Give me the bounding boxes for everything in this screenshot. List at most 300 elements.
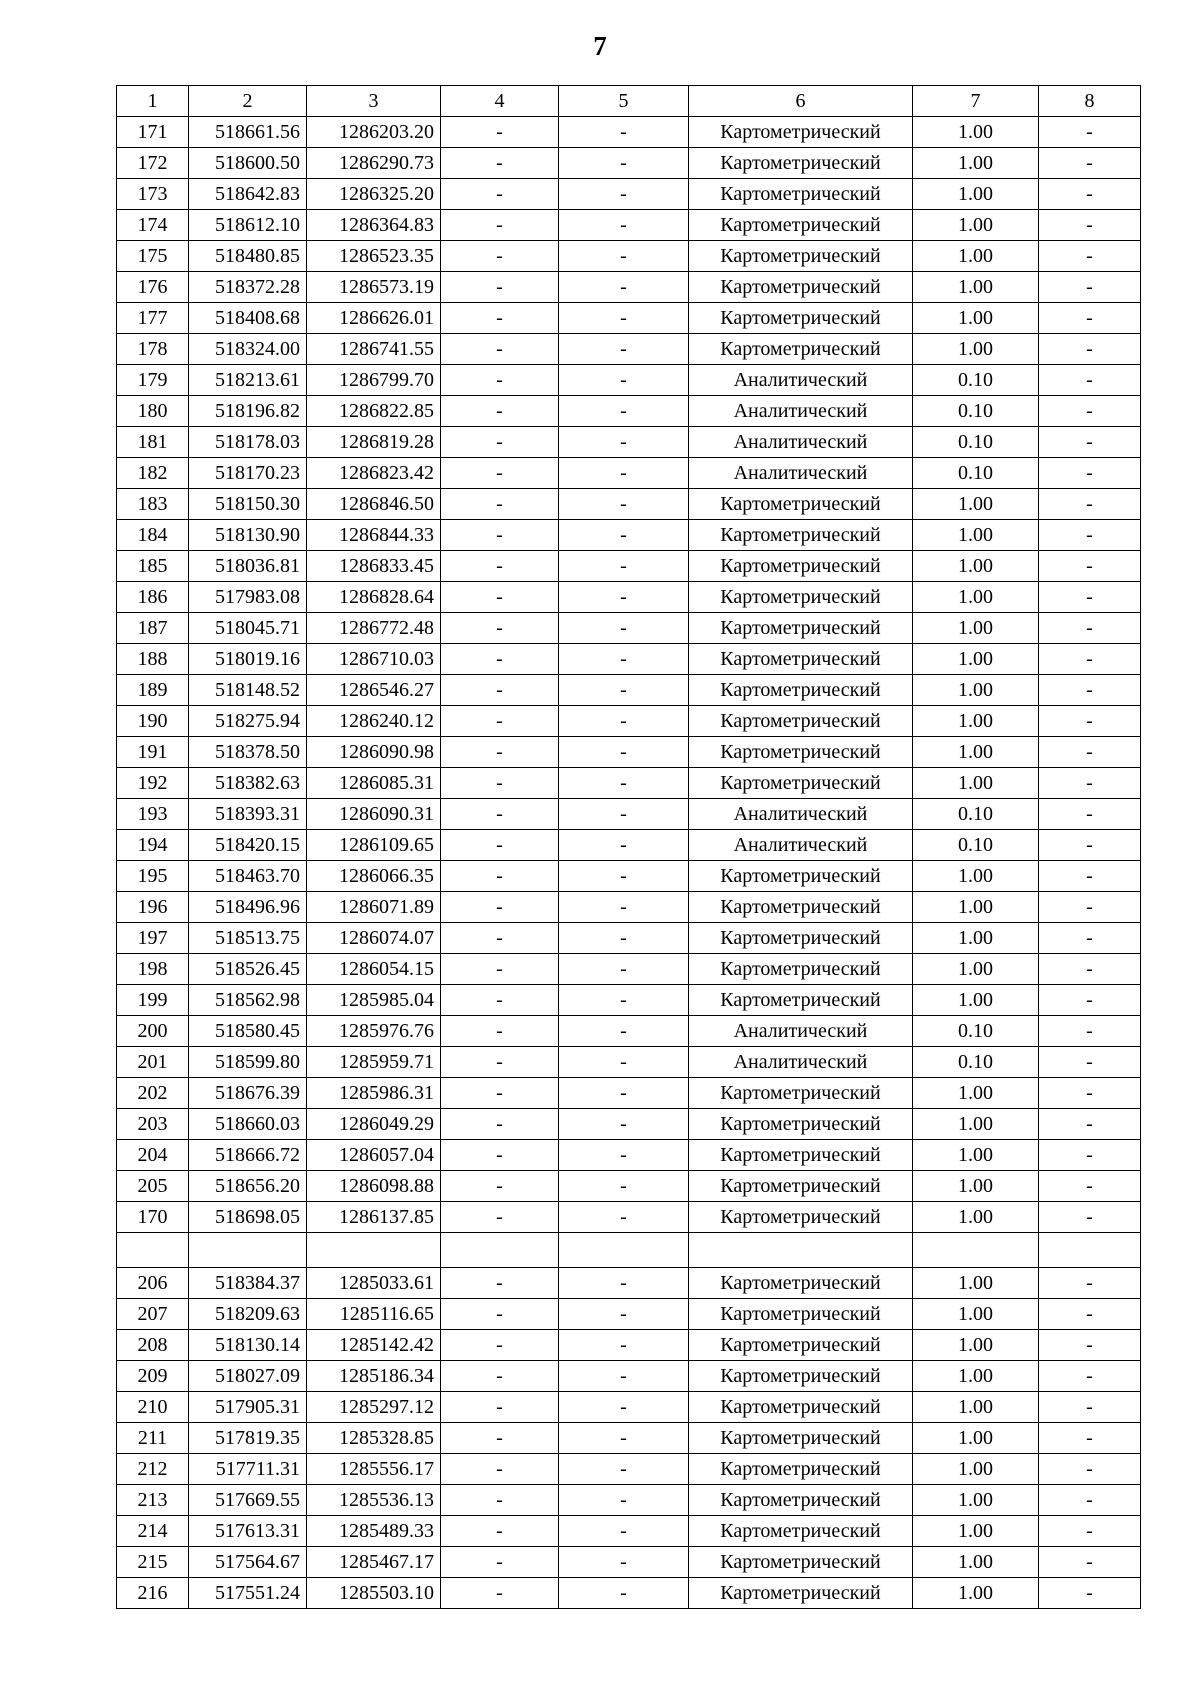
table-cell-col-3: 1286109.65 [307, 830, 441, 861]
table-cell-col-5: - [559, 303, 689, 334]
table-cell-col-6: Картометрический [689, 1171, 913, 1202]
table-cell-col-4: - [441, 830, 559, 861]
table-cell-col-6 [689, 1233, 913, 1268]
table-cell-col-7: 1.00 [913, 892, 1039, 923]
table-cell-col-5: - [559, 1299, 689, 1330]
table-cell-col-4: - [441, 1016, 559, 1047]
table-cell-col-1: 186 [117, 582, 189, 613]
table-cell-col-1: 208 [117, 1330, 189, 1361]
table-cell-col-8: - [1039, 985, 1141, 1016]
column-header-7: 7 [913, 86, 1039, 117]
table-row [117, 985, 1141, 1016]
table-cell-col-3: 1286074.07 [307, 923, 441, 954]
table-cell-col-5: - [559, 117, 689, 148]
table-cell-col-8: - [1039, 1392, 1141, 1423]
table-cell-col-4: - [441, 1485, 559, 1516]
table-cell-col-5: - [559, 1485, 689, 1516]
table-cell-col-2: 517819.35 [189, 1423, 307, 1454]
table-cell-col-6: Картометрический [689, 861, 913, 892]
table-cell-col-7: 1.00 [913, 179, 1039, 210]
table-cell-col-2: 518130.14 [189, 1330, 307, 1361]
table-cell-col-7: 1.00 [913, 923, 1039, 954]
table-cell-col-2: 518513.75 [189, 923, 307, 954]
table-cell-col-3: 1286066.35 [307, 861, 441, 892]
column-header-8: 8 [1039, 86, 1141, 117]
table-cell-col-5: - [559, 644, 689, 675]
table-cell-col-8: - [1039, 954, 1141, 985]
table-cell-col-8: - [1039, 396, 1141, 427]
table-cell-col-2: 518612.10 [189, 210, 307, 241]
page-number: 7 [593, 31, 607, 61]
table-cell-col-1: 209 [117, 1361, 189, 1392]
table-cell-col-2 [189, 1233, 307, 1268]
table-cell-col-6: Картометрический [689, 1423, 913, 1454]
table-cell-col-2: 518600.50 [189, 148, 307, 179]
table-row [117, 117, 1141, 148]
table-cell-col-1: 171 [117, 117, 189, 148]
table-cell-col-8: - [1039, 706, 1141, 737]
table-cell-col-4: - [441, 148, 559, 179]
table-row [117, 551, 1141, 582]
table-cell-col-8: - [1039, 489, 1141, 520]
table-cell-col-8: - [1039, 1047, 1141, 1078]
table-cell-col-8: - [1039, 861, 1141, 892]
table-cell-col-5: - [559, 1423, 689, 1454]
table-cell-col-3 [307, 1233, 441, 1268]
table-cell-col-4: - [441, 117, 559, 148]
table-cell-col-8: - [1039, 1171, 1141, 1202]
table-cell-col-2: 518526.45 [189, 954, 307, 985]
table-cell-col-7: 1.00 [913, 1485, 1039, 1516]
table-cell-col-2: 518148.52 [189, 675, 307, 706]
table-cell-col-3: 1286772.48 [307, 613, 441, 644]
table-cell-col-8: - [1039, 427, 1141, 458]
table-cell-col-5: - [559, 1578, 689, 1609]
table-cell-col-4: - [441, 1423, 559, 1454]
table-cell-col-8: - [1039, 1516, 1141, 1547]
table-cell-col-6: Картометрический [689, 520, 913, 551]
table-cell-col-6: Картометрический [689, 706, 913, 737]
table-cell-col-3: 1286626.01 [307, 303, 441, 334]
table-cell-col-3: 1286090.31 [307, 799, 441, 830]
table-cell-col-8: - [1039, 458, 1141, 489]
table-cell-col-1: 214 [117, 1516, 189, 1547]
table-cell-col-7: 1.00 [913, 737, 1039, 768]
table-cell-col-2: 518666.72 [189, 1140, 307, 1171]
table-cell-col-2: 518660.03 [189, 1109, 307, 1140]
table-row [117, 582, 1141, 613]
table-cell-col-1: 210 [117, 1392, 189, 1423]
table-cell-col-6: Картометрический [689, 1578, 913, 1609]
table-cell-col-6: Картометрический [689, 985, 913, 1016]
table-cell-col-5: - [559, 1330, 689, 1361]
table-row [117, 489, 1141, 520]
table-cell-col-5: - [559, 551, 689, 582]
table-cell-col-5: - [559, 1016, 689, 1047]
table-cell-col-1: 198 [117, 954, 189, 985]
table-cell-col-4: - [441, 520, 559, 551]
table-cell-col-7: 1.00 [913, 1454, 1039, 1485]
table-cell-col-6: Картометрический [689, 210, 913, 241]
table-cell-col-8: - [1039, 737, 1141, 768]
table-cell-col-8: - [1039, 892, 1141, 923]
table-cell-col-2: 518324.00 [189, 334, 307, 365]
table-cell-col-8: - [1039, 1268, 1141, 1299]
table-row [117, 644, 1141, 675]
table-cell-col-5: - [559, 613, 689, 644]
table-cell-col-3: 1286085.31 [307, 768, 441, 799]
table-cell-col-4: - [441, 644, 559, 675]
table-cell-col-2: 518275.94 [189, 706, 307, 737]
table-cell-col-4: - [441, 396, 559, 427]
table-cell-col-5: - [559, 1171, 689, 1202]
table-cell-col-2: 518408.68 [189, 303, 307, 334]
table-cell-col-7: 1.00 [913, 706, 1039, 737]
table-cell-col-8: - [1039, 179, 1141, 210]
table-row [117, 241, 1141, 272]
table-cell-col-6: Картометрический [689, 954, 913, 985]
table-cell-col-3: 1286823.42 [307, 458, 441, 489]
table-cell-col-6: Картометрический [689, 1202, 913, 1233]
table-cell-col-3: 1286741.55 [307, 334, 441, 365]
table-cell-col-3: 1286137.85 [307, 1202, 441, 1233]
table-cell-col-5: - [559, 582, 689, 613]
table-cell-col-3: 1286098.88 [307, 1171, 441, 1202]
table-cell-col-6: Картометрический [689, 489, 913, 520]
table-cell-col-4: - [441, 1078, 559, 1109]
table-cell-col-4: - [441, 892, 559, 923]
table-cell-col-7: 1.00 [913, 272, 1039, 303]
table-cell-col-6: Картометрический [689, 1485, 913, 1516]
table-cell-col-6: Картометрический [689, 1392, 913, 1423]
table-cell-col-3: 1286071.89 [307, 892, 441, 923]
table-cell-col-2: 518480.85 [189, 241, 307, 272]
table-cell-col-5: - [559, 799, 689, 830]
table-cell-col-4: - [441, 1547, 559, 1578]
table-cell-col-2: 518393.31 [189, 799, 307, 830]
table-cell-col-1: 175 [117, 241, 189, 272]
table-cell-col-1: 180 [117, 396, 189, 427]
table-cell-col-1: 170 [117, 1202, 189, 1233]
table-cell-col-7: 0.10 [913, 1047, 1039, 1078]
table-cell-col-1: 184 [117, 520, 189, 551]
table-cell-col-2: 518027.09 [189, 1361, 307, 1392]
table-cell-col-5: - [559, 1047, 689, 1078]
table-cell-col-4: - [441, 985, 559, 1016]
table-cell-col-2: 518178.03 [189, 427, 307, 458]
table-cell-col-3: 1286049.29 [307, 1109, 441, 1140]
table-row [117, 148, 1141, 179]
table-row [117, 458, 1141, 489]
table-cell-col-1: 216 [117, 1578, 189, 1609]
table-cell-col-8: - [1039, 1202, 1141, 1233]
table-cell-col-7: 1.00 [913, 1423, 1039, 1454]
table-cell-col-4: - [441, 427, 559, 458]
table-cell-col-1: 173 [117, 179, 189, 210]
table-row [117, 427, 1141, 458]
table-cell-col-3: 1285467.17 [307, 1547, 441, 1578]
table-cell-col-7: 1.00 [913, 613, 1039, 644]
table-cell-col-6: Картометрический [689, 1547, 913, 1578]
table-cell-col-4: - [441, 799, 559, 830]
table-cell-col-4: - [441, 458, 559, 489]
table-cell-col-6: Картометрический [689, 1078, 913, 1109]
table-cell-col-5: - [559, 1547, 689, 1578]
column-header-1: 1 [117, 86, 189, 117]
table-cell-col-4: - [441, 768, 559, 799]
table-row [117, 706, 1141, 737]
table-cell-col-1: 190 [117, 706, 189, 737]
table-cell-col-8: - [1039, 768, 1141, 799]
table-cell-col-5: - [559, 396, 689, 427]
table-cell-col-3: 1285536.13 [307, 1485, 441, 1516]
table-cell-col-8: - [1039, 117, 1141, 148]
table-cell-col-7: 1.00 [913, 1392, 1039, 1423]
table-row [117, 613, 1141, 644]
table-cell-col-3: 1286203.20 [307, 117, 441, 148]
table-cell-col-7: 0.10 [913, 830, 1039, 861]
table-cell-col-6: Картометрический [689, 1330, 913, 1361]
table-cell-col-3: 1285328.85 [307, 1423, 441, 1454]
table-cell-col-7: 0.10 [913, 365, 1039, 396]
table-cell-col-6: Картометрический [689, 117, 913, 148]
table-cell-col-6: Картометрический [689, 179, 913, 210]
table-cell-col-8: - [1039, 1016, 1141, 1047]
table-cell-col-3: 1285503.10 [307, 1578, 441, 1609]
table-cell-col-7: 1.00 [913, 861, 1039, 892]
table-cell-col-6: Картометрический [689, 923, 913, 954]
table-cell-col-4 [441, 1233, 559, 1268]
table-cell-col-5: - [559, 892, 689, 923]
table-cell-col-2: 518382.63 [189, 768, 307, 799]
table-cell-col-2: 518170.23 [189, 458, 307, 489]
table-cell-col-8: - [1039, 551, 1141, 582]
table-cell-col-3: 1285976.76 [307, 1016, 441, 1047]
table-row [117, 1268, 1141, 1299]
table-row [117, 892, 1141, 923]
table-cell-col-5: - [559, 1140, 689, 1171]
table-cell-col-2: 518580.45 [189, 1016, 307, 1047]
table-cell-col-7: 1.00 [913, 1202, 1039, 1233]
table-cell-col-2: 518378.50 [189, 737, 307, 768]
table-cell-col-4: - [441, 675, 559, 706]
table-cell-col-5 [559, 1233, 689, 1268]
table-cell-col-4: - [441, 1516, 559, 1547]
table-cell-col-4: - [441, 1392, 559, 1423]
table-cell-col-4: - [441, 1330, 559, 1361]
table-row [117, 334, 1141, 365]
table-cell-col-8: - [1039, 1423, 1141, 1454]
table-cell-col-3: 1285986.31 [307, 1078, 441, 1109]
table-cell-col-1: 196 [117, 892, 189, 923]
table-cell-col-1: 172 [117, 148, 189, 179]
table-cell-col-2: 518196.82 [189, 396, 307, 427]
table-cell-col-6: Картометрический [689, 768, 913, 799]
table-cell-col-1: 202 [117, 1078, 189, 1109]
table-cell-col-8: - [1039, 613, 1141, 644]
table-cell-col-5: - [559, 737, 689, 768]
table-cell-col-4: - [441, 954, 559, 985]
table-cell-col-1: 206 [117, 1268, 189, 1299]
table-cell-col-4: - [441, 582, 559, 613]
table-cell-col-6: Картометрический [689, 1268, 913, 1299]
table-cell-col-5: - [559, 489, 689, 520]
table-cell-col-7: 1.00 [913, 1109, 1039, 1140]
table-cell-col-1 [117, 1233, 189, 1268]
table-cell-col-4: - [441, 706, 559, 737]
table-cell-col-2: 518045.71 [189, 613, 307, 644]
table-cell-col-7: 1.00 [913, 241, 1039, 272]
table-cell-col-7: 1.00 [913, 1547, 1039, 1578]
table-cell-col-6: Картометрический [689, 1109, 913, 1140]
table-row [117, 1516, 1141, 1547]
table-cell-col-2: 517983.08 [189, 582, 307, 613]
table-row [117, 365, 1141, 396]
table-row [117, 520, 1141, 551]
table-cell-col-6: Картометрический [689, 272, 913, 303]
table-cell-col-7: 1.00 [913, 768, 1039, 799]
table-cell-col-5: - [559, 1516, 689, 1547]
table-cell-col-4: - [441, 210, 559, 241]
table-cell-col-8: - [1039, 830, 1141, 861]
table-cell-col-8: - [1039, 520, 1141, 551]
table-cell-col-1: 177 [117, 303, 189, 334]
table-cell-col-1: 182 [117, 458, 189, 489]
table-row [117, 1078, 1141, 1109]
table-cell-col-8: - [1039, 923, 1141, 954]
table-cell-col-8: - [1039, 1578, 1141, 1609]
table-cell-col-8 [1039, 1233, 1141, 1268]
table-row [117, 1016, 1141, 1047]
table-cell-col-3: 1285959.71 [307, 1047, 441, 1078]
table-row [117, 861, 1141, 892]
table-cell-col-6: Картометрический [689, 644, 913, 675]
table-cell-col-7: 1.00 [913, 489, 1039, 520]
table-cell-col-5: - [559, 861, 689, 892]
table-row [117, 1361, 1141, 1392]
table-cell-col-2: 518036.81 [189, 551, 307, 582]
coordinates-table [116, 85, 1141, 1609]
table-cell-col-1: 188 [117, 644, 189, 675]
table-cell-col-5: - [559, 675, 689, 706]
table-cell-col-4: - [441, 923, 559, 954]
table-cell-col-6: Картометрический [689, 737, 913, 768]
table-cell-col-2: 518599.80 [189, 1047, 307, 1078]
table-cell-col-2: 518676.39 [189, 1078, 307, 1109]
table-row [117, 1578, 1141, 1609]
table-cell-col-7: 0.10 [913, 427, 1039, 458]
table-cell-col-4: - [441, 179, 559, 210]
table-cell-col-4: - [441, 1454, 559, 1485]
table-cell-col-4: - [441, 1578, 559, 1609]
table-header [117, 86, 1141, 117]
table-cell-col-1: 207 [117, 1299, 189, 1330]
table-cell-col-3: 1285186.34 [307, 1361, 441, 1392]
table-cell-col-7: 1.00 [913, 675, 1039, 706]
table-cell-col-5: - [559, 458, 689, 489]
table-cell-col-2: 517613.31 [189, 1516, 307, 1547]
table-cell-col-3: 1285116.65 [307, 1299, 441, 1330]
table-cell-col-2: 518656.20 [189, 1171, 307, 1202]
table-cell-col-6: Картометрический [689, 582, 913, 613]
table-cell-col-5: - [559, 179, 689, 210]
table-cell-col-8: - [1039, 1299, 1141, 1330]
table-cell-col-8: - [1039, 582, 1141, 613]
table-cell-col-3: 1285033.61 [307, 1268, 441, 1299]
table-cell-col-7: 1.00 [913, 148, 1039, 179]
table-cell-col-4: - [441, 613, 559, 644]
table-cell-col-8: - [1039, 303, 1141, 334]
table-cell-col-7 [913, 1233, 1039, 1268]
table-cell-col-1: 194 [117, 830, 189, 861]
table-cell-col-4: - [441, 1171, 559, 1202]
table-cell-col-7: 1.00 [913, 1268, 1039, 1299]
table-cell-col-1: 193 [117, 799, 189, 830]
table-cell-col-3: 1286819.28 [307, 427, 441, 458]
table-cell-col-2: 518463.70 [189, 861, 307, 892]
table-cell-col-5: - [559, 365, 689, 396]
table-cell-col-7: 1.00 [913, 954, 1039, 985]
table-cell-col-8: - [1039, 799, 1141, 830]
table-cell-col-8: - [1039, 148, 1141, 179]
table-cell-col-8: - [1039, 1109, 1141, 1140]
table-row [117, 179, 1141, 210]
table-cell-col-5: - [559, 334, 689, 365]
table-row [117, 1202, 1141, 1233]
table-cell-col-8: - [1039, 241, 1141, 272]
table-cell-col-2: 517564.67 [189, 1547, 307, 1578]
table-cell-col-4: - [441, 1299, 559, 1330]
table-cell-col-2: 517711.31 [189, 1454, 307, 1485]
table-cell-col-4: - [441, 365, 559, 396]
table-cell-col-1: 203 [117, 1109, 189, 1140]
table-row [117, 1109, 1141, 1140]
table-row [117, 303, 1141, 334]
table-cell-col-2: 518372.28 [189, 272, 307, 303]
table-cell-col-5: - [559, 830, 689, 861]
table-cell-col-2: 518209.63 [189, 1299, 307, 1330]
table-cell-col-3: 1285142.42 [307, 1330, 441, 1361]
table-cell-col-8: - [1039, 272, 1141, 303]
table-cell-col-6: Аналитический [689, 1016, 913, 1047]
table-cell-col-7: 1.00 [913, 985, 1039, 1016]
table-cell-col-5: - [559, 241, 689, 272]
table-row [117, 396, 1141, 427]
table-cell-col-2: 518661.56 [189, 117, 307, 148]
table-cell-col-1: 183 [117, 489, 189, 520]
table-cell-col-2: 518384.37 [189, 1268, 307, 1299]
table-cell-col-1: 212 [117, 1454, 189, 1485]
table-cell-col-1: 185 [117, 551, 189, 582]
table-cell-col-3: 1286828.64 [307, 582, 441, 613]
table-cell-col-4: - [441, 1268, 559, 1299]
table-cell-col-5: - [559, 148, 689, 179]
table-cell-col-1: 189 [117, 675, 189, 706]
table-cell-col-4: - [441, 1361, 559, 1392]
table-cell-col-7: 1.00 [913, 582, 1039, 613]
table-cell-col-1: 174 [117, 210, 189, 241]
table-cell-col-8: - [1039, 1454, 1141, 1485]
table-cell-col-2: 517905.31 [189, 1392, 307, 1423]
table-row [117, 737, 1141, 768]
table-cell-col-1: 215 [117, 1547, 189, 1578]
table-cell-col-7: 1.00 [913, 117, 1039, 148]
table-cell-col-5: - [559, 1078, 689, 1109]
table-cell-col-1: 187 [117, 613, 189, 644]
table-cell-col-6: Аналитический [689, 427, 913, 458]
table-cell-col-4: - [441, 489, 559, 520]
table-row [117, 954, 1141, 985]
